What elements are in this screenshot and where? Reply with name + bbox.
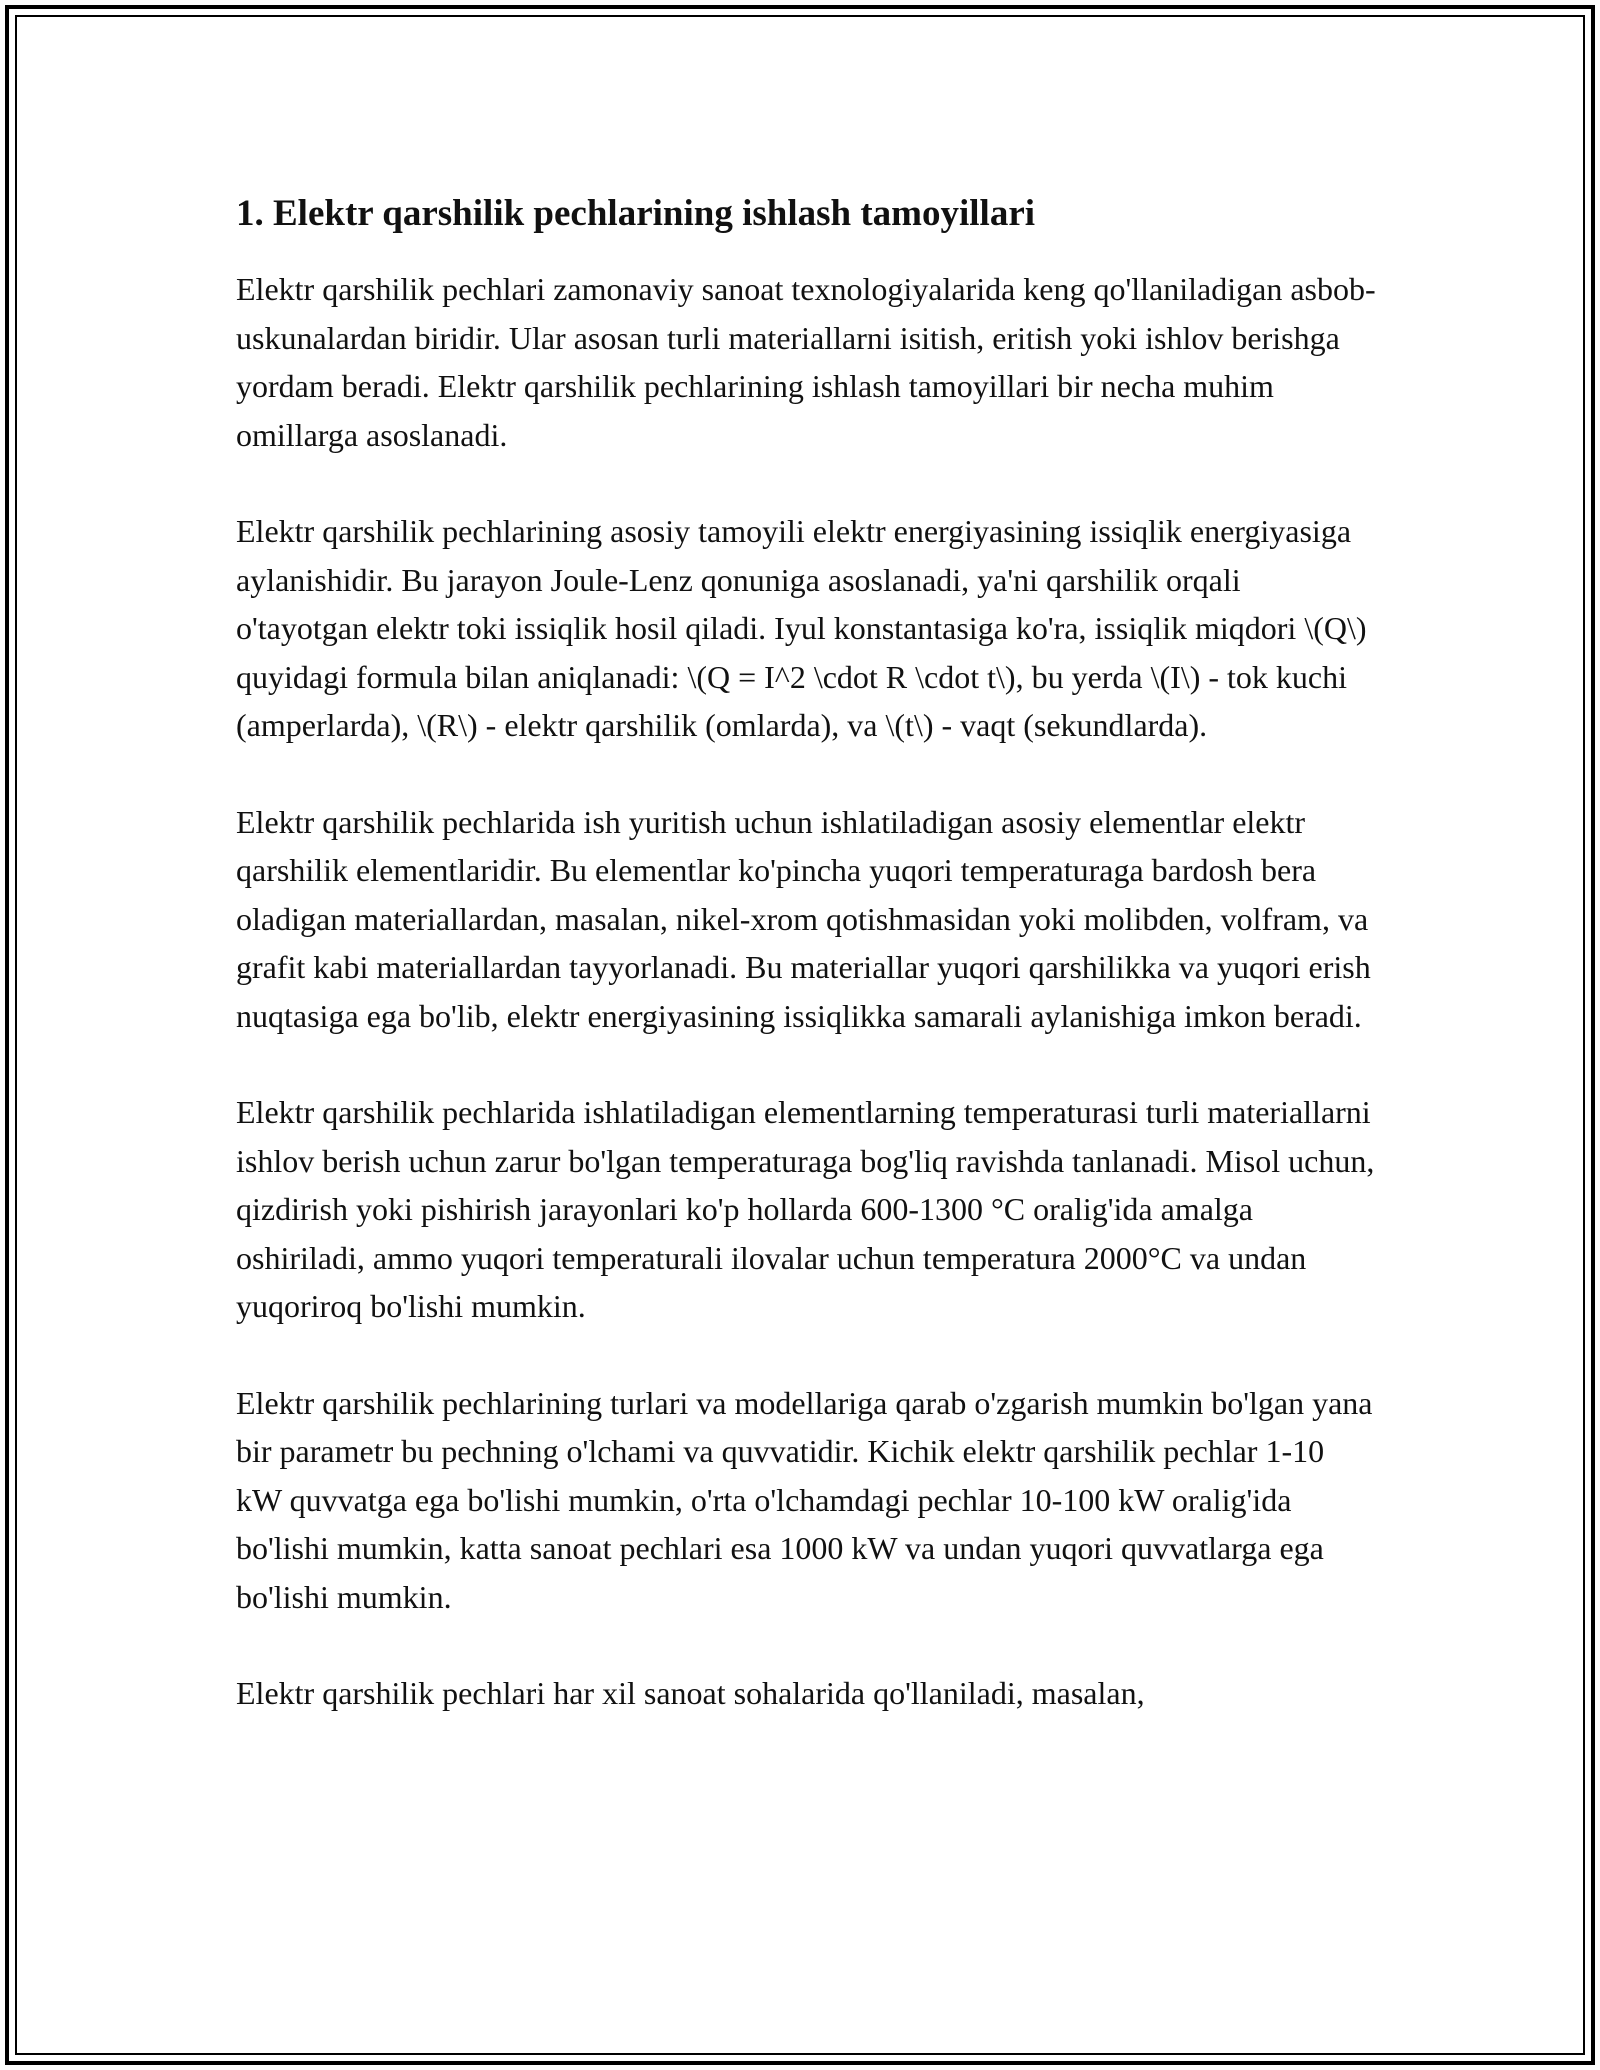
paragraph-4: Elektr qarshilik pechlarida ishlatiladigan elementlarning temperaturasi turli materiallarni ishlov berish uchun zarur bo'lgan temperaturaga bog'liq ravishda tanlanadi. Misol uchun, qizdirish yoki pishirish jarayonlari ko'p hollarda 600-1300 °C oralig'ida amalga oshiriladi, ammo yuqori temperaturali ilovalar uchun temperatura 2000°C va undan yuqoriroq bo'lishi mumkin. [236,1094,1375,1324]
paragraph-5: Elektr qarshilik pechlarining turlari va modellariga qarab o'zgarish mumkin bo'lgan yana bir parametr bu pechning o'lchami va quvvatidir. Kichik elektr qarshilik pechlar 1-10 kW quvvatga ega bo'lishi mumkin, o'rta o'lchamdagi pechlar 10-100 kW oralig'ida bo'lishi mumkin, katta sanoat pechlari esa 1000 kW va undan yuqori quvvatlarga ega bo'lishi mumkin. [236,1384,1373,1615]
section-heading: 1. Elektr qarshilik pechlarining ishlash tamoyillari [236,193,1036,234]
paragraph-2: Elektr qarshilik pechlarining asosiy tamoyili elektr energiyasining issiqlik energiyasiga aylanishidir. Bu jarayon Joule-Lenz qonuniga asoslanadi, ya'ni qarshilik orqali o'tayotgan elektr toki issiqlik hosil qiladi. Iyul konstantasiga ko'ra, issiqlik miqdori \(Q\) quyidagi formula bilan aniqlanadi: \(Q = I^2 \cdot R \cdot t\), bu yerda \(I\) - tok kuchi (amperlarda), \(R\) - elektr qarshilik (omlarda), va \(t\) - vaqt (sekundlarda). [236,513,1367,743]
document-content [236,186,1376,1766]
paragraph-3: Elektr qarshilik pechlarida ish yuritish uchun ishlatiladigan asosiy elementlar elektr qarshilik elementlaridir. Bu elementlar ko'pincha yuqori temperaturaga bardosh bera oladigan materiallardan, masalan, nikel-xrom qotishmasidan yoki molibden, volfram, va grafit kabi materiallardan tayyorlanadi. Bu materiallar yuqori qarshilikka va yuqori erish nuqtasiga ega bo'lib, elektr energiyasining issiqlikka samarali aylanishiga imkon beradi. [236,803,1371,1034]
paragraph-1: Elektr qarshilik pechlari zamonaviy sanoat texnologiyalarida keng qo'llaniladigan asbob-uskunalardan biridir. Ular asosan turli materiallarni isitish, eritish yoki ishlov berishga yordam beradi. Elektr qarshilik pechlarining ishlash tamoyillari bir necha muhim omillarga asoslanadi. [236,271,1376,453]
paragraph-6: Elektr qarshilik pechlari har xil sanoat sohalarida qo'llaniladi, masalan, [236,1675,1145,1711]
